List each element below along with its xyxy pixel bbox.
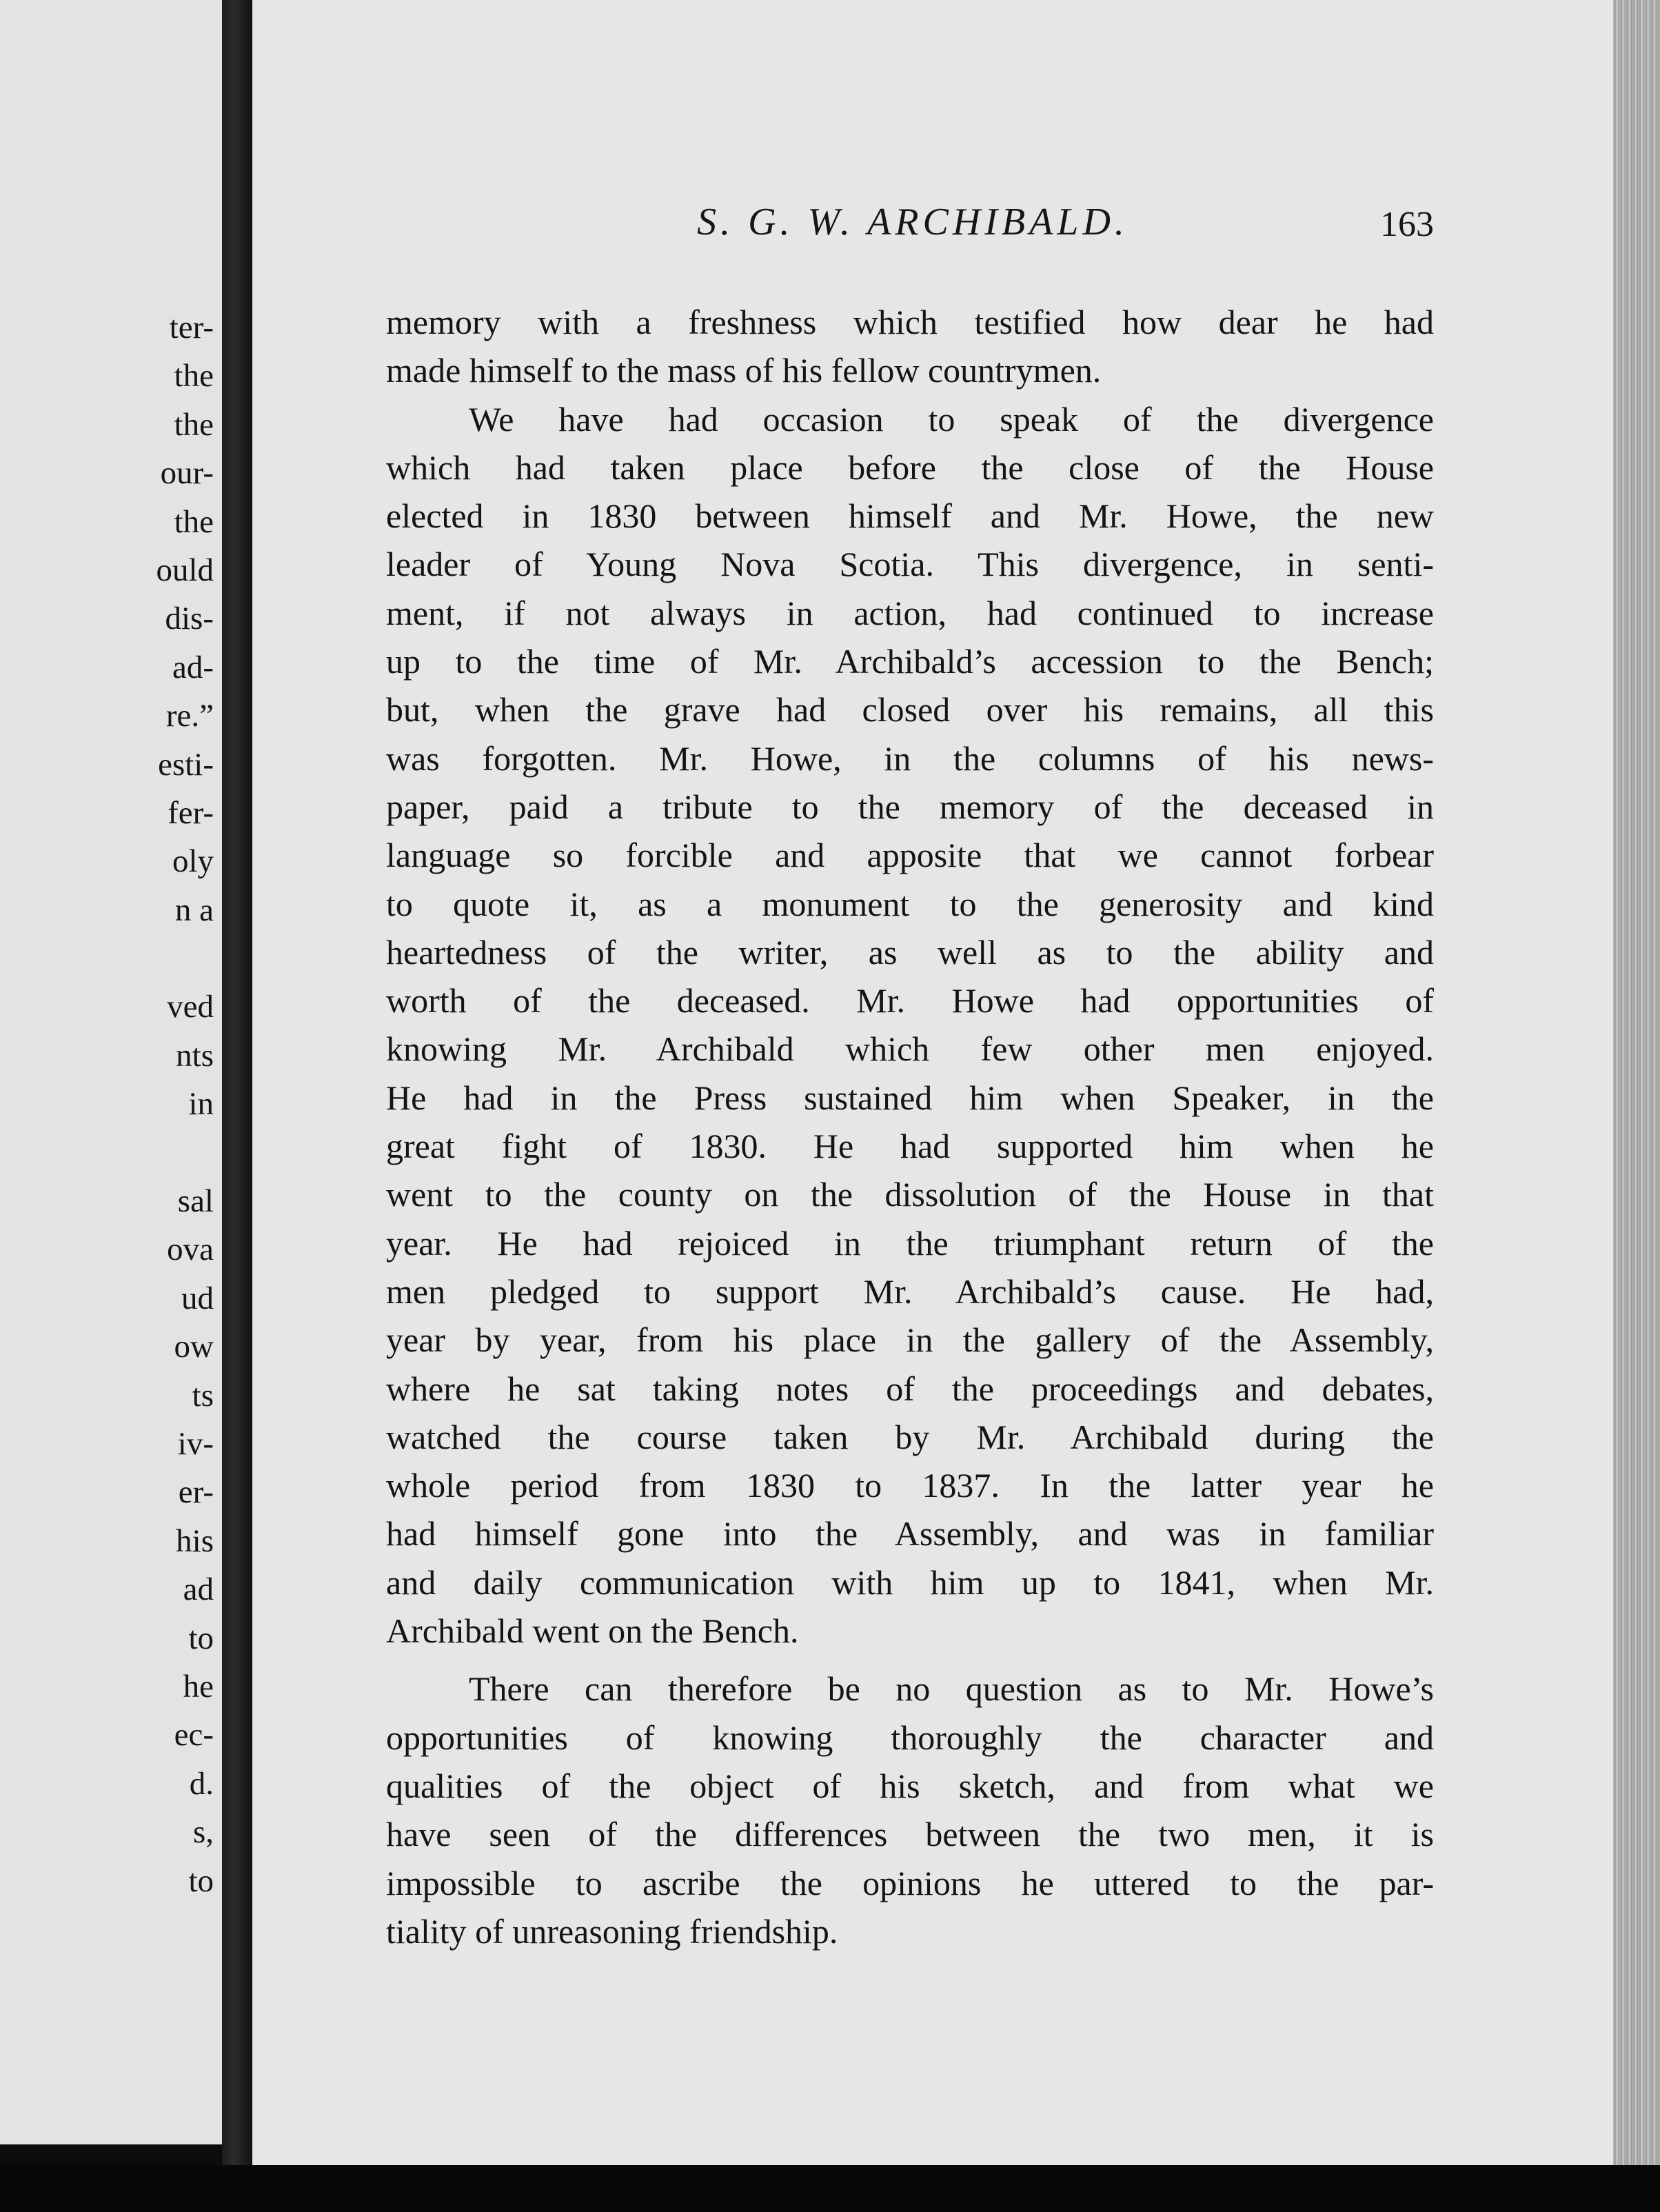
previous-page-line: he: [183, 1668, 214, 1705]
text-line: have seen of the differences between the two men, it is: [386, 1815, 1434, 1854]
previous-page-line: oly: [172, 843, 214, 880]
text-line: went to the county on the dissolution of the House in that: [386, 1175, 1434, 1214]
paragraph-gap: [386, 1655, 1434, 1665]
previous-page-line: ad: [183, 1571, 214, 1608]
text-line: heartedness of the writer, as well as to the ability and: [386, 932, 1434, 972]
previous-page-line: iv-: [177, 1425, 214, 1462]
previous-page-line: sal: [177, 1183, 214, 1220]
previous-page-line: d.: [189, 1765, 214, 1802]
page-number: 163: [1380, 205, 1434, 244]
text-line: He had in the Press sustained him when Speaker, in the: [386, 1078, 1434, 1117]
text-line: language so forcible and apposite that we cannot forbear: [386, 836, 1434, 875]
previous-page-line: in: [188, 1086, 214, 1123]
text-line: We have had occasion to speak of the divergence: [469, 399, 1434, 439]
previous-page-line: our-: [160, 455, 214, 492]
previous-page-line: s,: [192, 1814, 214, 1851]
body-text: [386, 298, 1434, 1955]
previous-page-line: ec-: [174, 1717, 214, 1753]
previous-page-line: n a: [174, 892, 214, 928]
text-line: opportunities of knowing thoroughly the character and: [386, 1718, 1434, 1757]
previous-page-line: the: [174, 358, 214, 394]
previous-page-line: [0, 934, 218, 983]
previous-page-line: er-: [178, 1474, 214, 1511]
text-line: knowing Mr. Archibald which few other men enjoyed.: [386, 1029, 1434, 1069]
text-line: Archibald went on the Bench.: [386, 1611, 799, 1651]
previous-page-line: ow: [174, 1329, 214, 1365]
previous-page-line: ad-: [172, 649, 214, 685]
text-line: where he sat taking notes of the proceedings and debates,: [386, 1369, 1434, 1408]
previous-page-line: ts: [192, 1377, 214, 1414]
text-line: impossible to ascribe the opinions he uttered to the par-: [386, 1863, 1434, 1902]
text-line: year. He had rejoiced in the triumphant return of the: [386, 1223, 1434, 1263]
text-line: whole period from 1830 to 1837. In the latter year he: [386, 1466, 1434, 1505]
text-line: watched the course taken by Mr. Archibald during the: [386, 1417, 1434, 1456]
text-line: up to the time of Mr. Archibald’s accession to the Bench;: [386, 642, 1434, 681]
previous-page-line: ud: [181, 1280, 214, 1316]
previous-page-line: fer-: [168, 794, 214, 831]
text-line: men pledged to support Mr. Archibald’s cause. He had,: [386, 1271, 1434, 1311]
previous-page-line: [0, 1129, 218, 1177]
text-line: memory with a freshness which testified how dear he had: [386, 303, 1434, 341]
text-line: tiality of unreasoning friendship.: [386, 1911, 838, 1951]
text-line: great fight of 1830. He had supported him when he: [386, 1127, 1434, 1166]
text-line: made himself to the mass of his fellow countrymen.: [386, 351, 1102, 390]
text-line: ment, if not always in action, had continued to increase: [386, 593, 1434, 632]
previous-page-line: ova: [167, 1231, 214, 1268]
previous-page-line: to: [188, 1620, 214, 1656]
previous-page-line: his: [176, 1522, 214, 1559]
page-edges: [1613, 0, 1660, 2212]
text-line: and daily communication with him up to 1841, when Mr.: [386, 1562, 1434, 1602]
text-line: qualities of the object of his sketch, and from what we: [386, 1766, 1434, 1805]
book-gutter: [222, 0, 252, 2212]
text-line: to quote it, as a monument to the generosity and kind: [386, 884, 1434, 923]
previous-page-line: dis-: [165, 601, 214, 637]
previous-page-text: [0, 303, 218, 1905]
paragraph: [386, 395, 1434, 1656]
previous-page-line: ved: [167, 989, 214, 1025]
previous-page-line: ould: [156, 552, 214, 588]
previous-page-line: nts: [176, 1037, 214, 1074]
previous-page-fragment: [0, 0, 222, 2144]
text-line: elected in 1830 between himself and Mr. Howe, the new: [386, 496, 1434, 536]
paragraph: [386, 298, 1434, 395]
scan-border: [0, 2165, 1660, 2212]
text-line: had himself gone into the Assembly, and was in familiar: [386, 1514, 1434, 1554]
previous-page-line: the: [174, 406, 214, 443]
previous-page-line: esti-: [158, 746, 214, 783]
previous-page-line: ter-: [169, 310, 214, 345]
paragraph: [386, 1665, 1434, 1955]
previous-page-line: the: [174, 503, 214, 540]
text-line: worth of the deceased. Mr. Howe had opportunities of: [386, 981, 1434, 1020]
text-line: leader of Young Nova Scotia. This divergence, in senti-: [386, 545, 1434, 584]
text-line: paper, paid a tribute to the memory of the deceased in: [386, 787, 1434, 826]
previous-page-line: re.”: [165, 698, 214, 734]
text-line: which had taken place before the close of the House: [386, 448, 1434, 487]
running-head: S. G. W. ARCHIBALD.: [697, 201, 1128, 243]
text-line: was forgotten. Mr. Howe, in the columns of his news-: [386, 738, 1434, 778]
text-line: but, when the grave had closed over his remains, all this: [386, 690, 1434, 730]
previous-page-line: to: [188, 1862, 214, 1899]
text-line: There can therefore be no question as to Mr. Howe’s: [469, 1669, 1434, 1709]
text-line: year by year, from his place in the gallery of the Assembly,: [386, 1320, 1434, 1360]
